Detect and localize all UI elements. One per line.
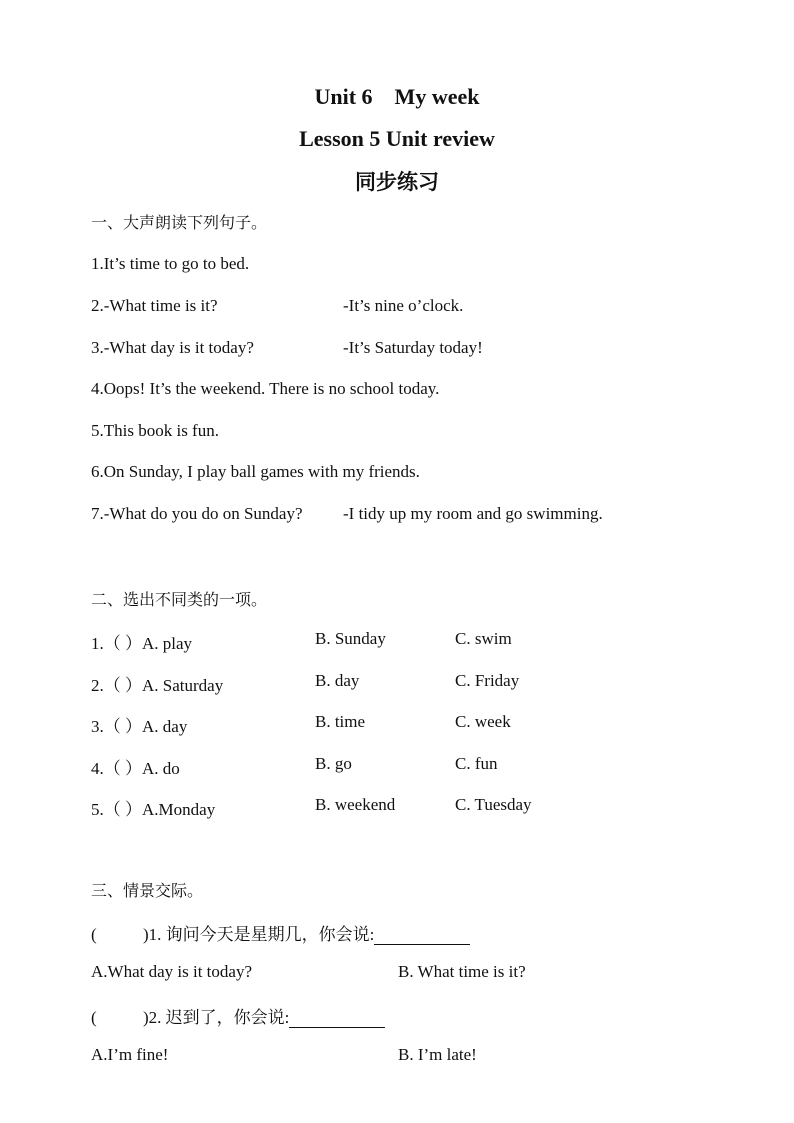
s2-item-3-option-a: 3.（ ）A. day	[91, 717, 188, 736]
s2-item-5-option-a: 5.（ ）A.Monday	[91, 800, 216, 819]
s3-q1-option-b: B. What time is it?	[398, 962, 526, 981]
s1-sentence-3: 3.-What day is it today?	[91, 338, 254, 357]
s1-response-3: -It’s Saturday today!	[343, 338, 483, 357]
unit-title: Unit 6 My week	[314, 84, 480, 109]
practice-title: 同步练习	[355, 170, 439, 194]
s2-item-1-option-c: C. swim	[455, 629, 512, 648]
s1-response-2: -It’s nine o’clock.	[343, 296, 464, 315]
answer-bracket-open: (	[91, 925, 97, 944]
section3-heading: 三、情景交际。	[91, 881, 204, 900]
s2-item-4-option-a: 4.（ ）A. do	[91, 759, 180, 778]
answer-blank[interactable]	[289, 1010, 385, 1028]
s2-item-1-option-b: B. Sunday	[315, 629, 386, 648]
s1-sentence-5: 5.This book is fun.	[91, 421, 219, 440]
section2-heading: 二、选出不同类的一项。	[91, 590, 268, 609]
s3-q1-option-a: A.What day is it today?	[91, 962, 252, 981]
s2-item-4-option-c: C. fun	[455, 754, 498, 773]
s2-item-2-option-b: B. day	[315, 671, 360, 690]
s2-item-5-option-c: C. Tuesday	[455, 795, 532, 814]
s1-sentence-6: 6.On Sunday, I play ball games with my friends.	[91, 462, 420, 481]
section1-heading: 一、大声朗读下列句子。	[91, 213, 268, 232]
s3-question-1	[91, 920, 470, 945]
s3-question-2-prompt: )2. 迟到了，你会说:	[143, 1008, 290, 1027]
s1-sentence-7: 7.-What do you do on Sunday?	[91, 504, 303, 523]
s2-item-2-option-a: 2.（ ）A. Saturday	[91, 676, 224, 695]
answer-blank[interactable]	[374, 927, 470, 945]
s2-item-2-option-c: C. Friday	[455, 671, 520, 690]
s3-question-2	[91, 1003, 385, 1028]
s2-item-3-option-b: B. time	[315, 712, 366, 731]
answer-bracket-open: (	[91, 1008, 97, 1027]
s1-sentence-2: 2.-What time is it?	[91, 296, 218, 315]
s1-sentence-1: 1.It’s time to go to bed.	[91, 254, 250, 273]
s2-item-5-option-b: B. weekend	[315, 795, 396, 814]
s2-item-3-option-c: C. week	[455, 712, 511, 731]
s3-q2-option-b: B. I’m late!	[398, 1045, 477, 1064]
s2-item-4-option-b: B. go	[315, 754, 352, 773]
s3-q2-option-a: A.I’m fine!	[91, 1045, 169, 1064]
s3-question-1-prompt: )1. 询问今天是星期几，你会说:	[143, 925, 375, 944]
s2-item-1-option-a: 1.（ ）A. play	[91, 634, 193, 653]
s1-sentence-4: 4.Oops! It’s the weekend. There is no school today.	[91, 379, 440, 398]
lesson-title: Lesson 5 Unit review	[299, 126, 495, 151]
s1-response-7: -I tidy up my room and go swimming.	[343, 504, 603, 523]
